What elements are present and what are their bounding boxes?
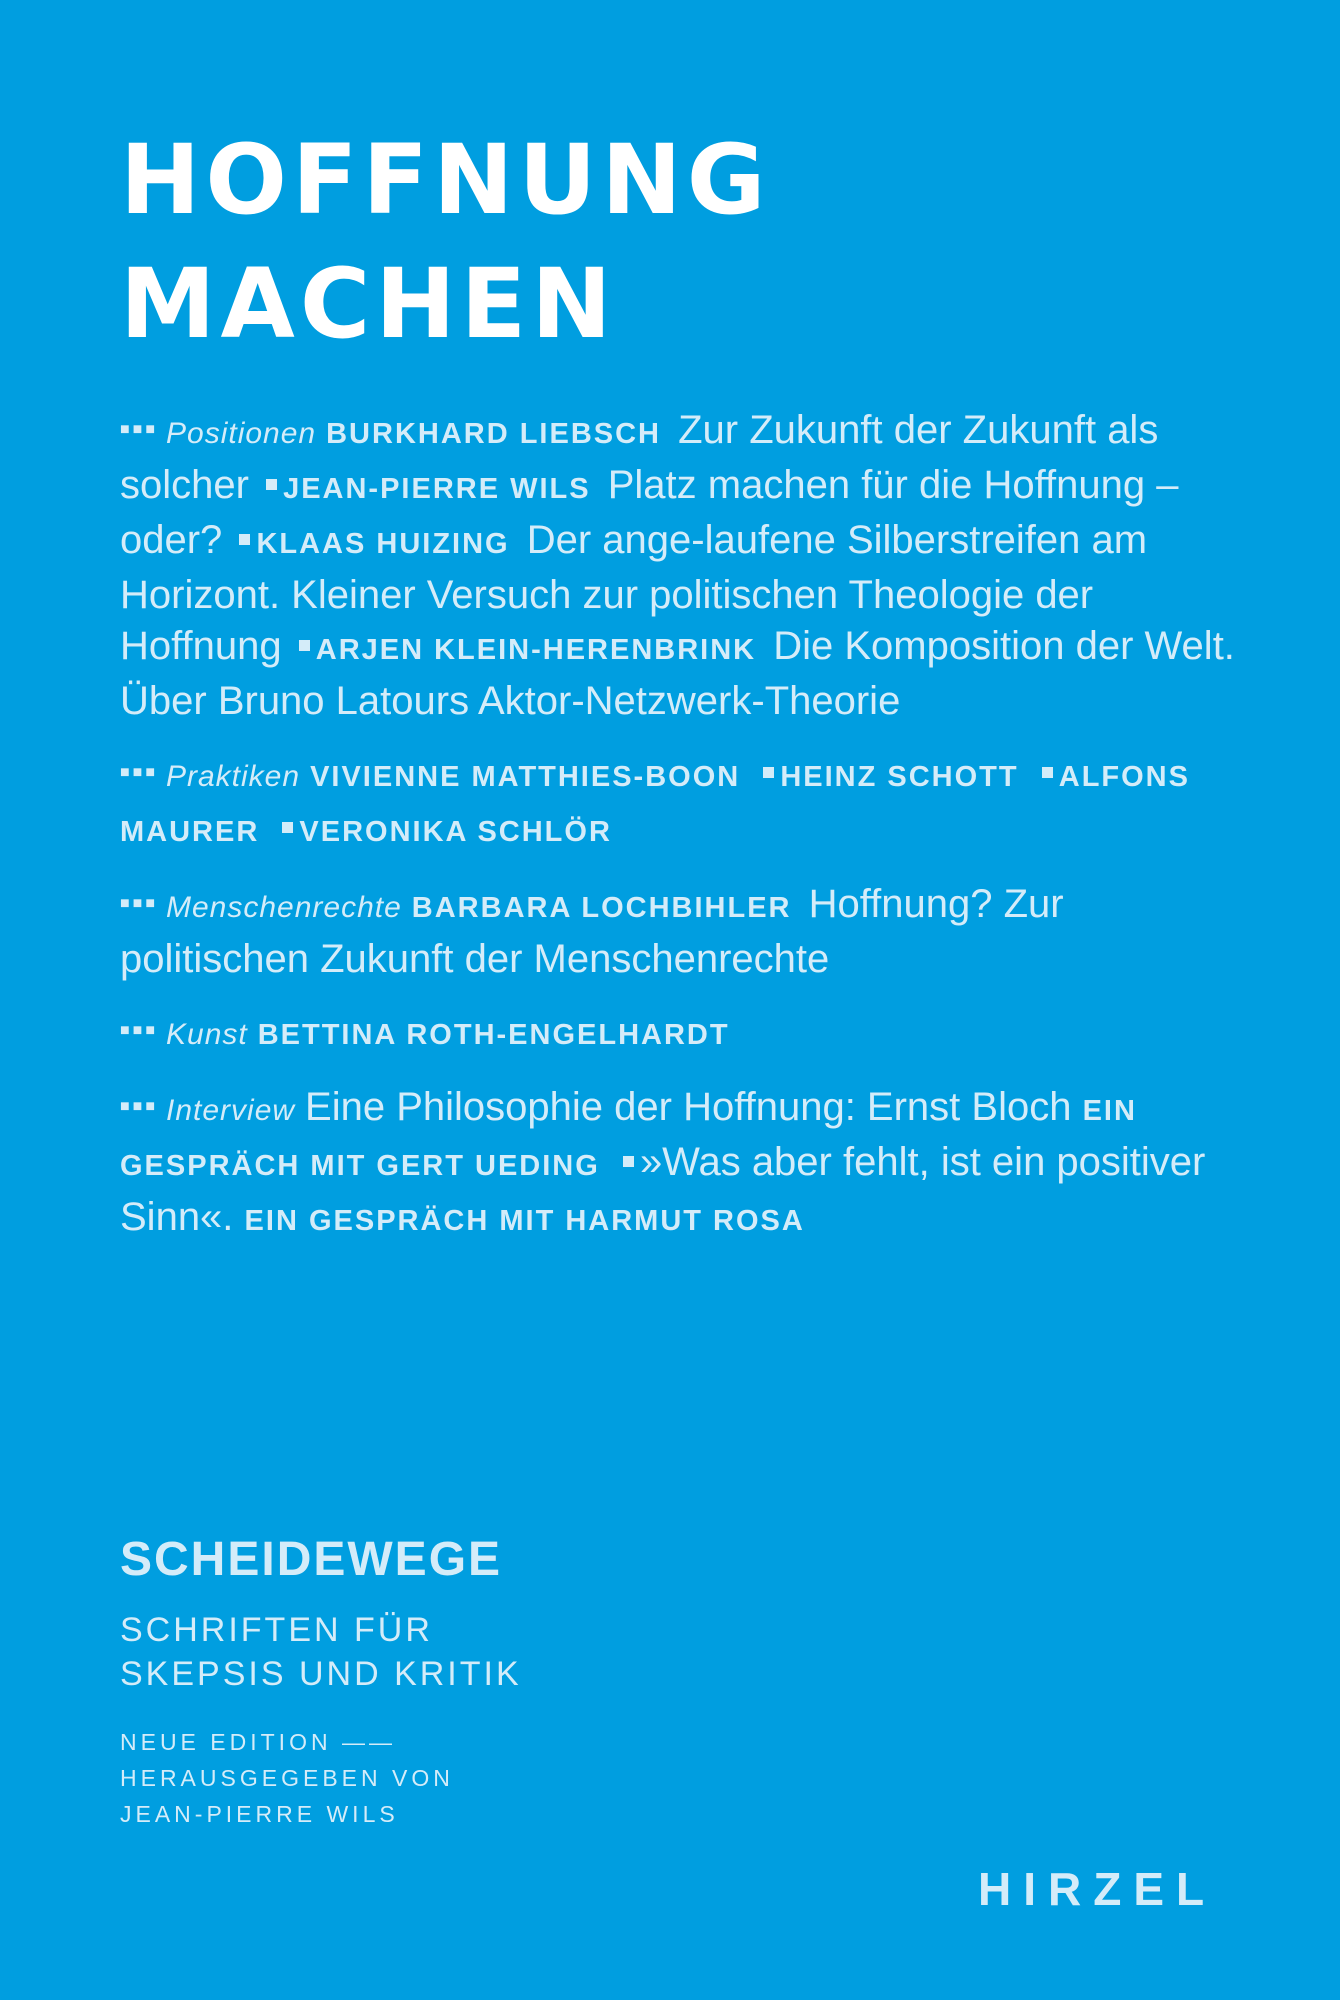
section-category: Interview: [166, 1094, 296, 1127]
author-name: BETTINA ROTH-ENGELHARDT: [257, 1019, 730, 1051]
separator-square-icon: [239, 534, 250, 545]
book-title-line-1: HOFFNUNG: [120, 124, 771, 236]
author-name: ARJEN KLEIN-HERENBRINK: [315, 634, 757, 666]
series-block: [120, 1530, 522, 1832]
article-title: Platz machen für die Hoffnung – oder?: [120, 463, 1179, 562]
edition-line-2: HERAUSGEGEBEN VON: [120, 1765, 454, 1791]
separator-square-icon: [763, 767, 774, 778]
section-marker-icon: ■■■: [120, 421, 158, 438]
article-title: Eine Philosophie der Hoffnung: Ernst Bloch: [305, 1085, 1072, 1129]
section-category: Positionen: [166, 417, 317, 450]
author-name: BURKHARD LIEBSCH: [326, 418, 661, 450]
section-category: Praktiken: [166, 760, 301, 793]
contents-section: [120, 404, 1240, 727]
series-subtitle-line-1: SCHRIFTEN FÜR: [120, 1611, 433, 1649]
section-marker-icon: ■■■: [120, 764, 158, 781]
book-title-line-2: MACHEN: [120, 248, 617, 360]
separator-square-icon: [1042, 767, 1053, 778]
article-title: Zur Zukunft der Zukunft als solcher: [120, 408, 1159, 507]
section-marker-icon: ■■■: [120, 1022, 158, 1039]
section-category: Kunst: [166, 1018, 248, 1051]
series-subtitle-line-2: SKEPSIS UND KRITIK: [120, 1655, 522, 1693]
author-name: EIN GESPRÄCH MIT GERT UEDING: [120, 1095, 1137, 1182]
article-title: Der ange-laufene Silberstreifen am Horizont. Kleiner Versuch zur politischen Theologie der Hoffnung: [120, 518, 1148, 668]
article-title: Hoffnung? Zur politischen Zukunft der Menschenrechte: [120, 882, 1064, 981]
contents-section: [120, 1081, 1240, 1247]
author-name: VIVIENNE MATTHIES-BOON: [310, 761, 741, 793]
edition-info: [120, 1724, 522, 1832]
article-title: »Was aber fehlt, ist ein positiver Sinn«.: [120, 1140, 1206, 1239]
publisher-logo: HIRZEL: [978, 1863, 1217, 1915]
separator-square-icon: [266, 479, 277, 490]
series-title: SCHEIDEWEGE: [120, 1533, 503, 1586]
book-title: [120, 118, 771, 366]
author-name: VERONIKA SCHLÖR: [299, 816, 612, 848]
section-marker-icon: ■■■: [120, 1098, 158, 1115]
author-name: ALFONS MAURER: [120, 761, 1190, 848]
author-name: BARBARA LOCHBIHLER: [411, 892, 792, 924]
separator-square-icon: [623, 1156, 634, 1167]
separator-square-icon: [282, 822, 293, 833]
contents-section: [120, 1005, 1240, 1061]
author-name: KLAAS HUIZING: [256, 528, 510, 560]
contents-section: [120, 747, 1240, 858]
series-subtitle: [120, 1608, 522, 1696]
table-of-contents: [120, 404, 1240, 1267]
author-name: JEAN-PIERRE WILS: [283, 473, 591, 505]
contents-section: [120, 878, 1240, 985]
edition-line-3: JEAN-PIERRE WILS: [120, 1801, 399, 1827]
article-title: Die Komposition der Welt. Über Bruno Latours Aktor-Netzwerk-Theorie: [120, 624, 1235, 723]
section-category: Menschenrechte: [166, 891, 402, 924]
author-name: HEINZ SCHOTT: [780, 761, 1019, 793]
author-name: EIN GESPRÄCH MIT HARMUT ROSA: [244, 1205, 805, 1237]
edition-line-1: NEUE EDITION ——: [120, 1729, 396, 1755]
separator-square-icon: [299, 640, 310, 651]
section-marker-icon: ■■■: [120, 895, 158, 912]
